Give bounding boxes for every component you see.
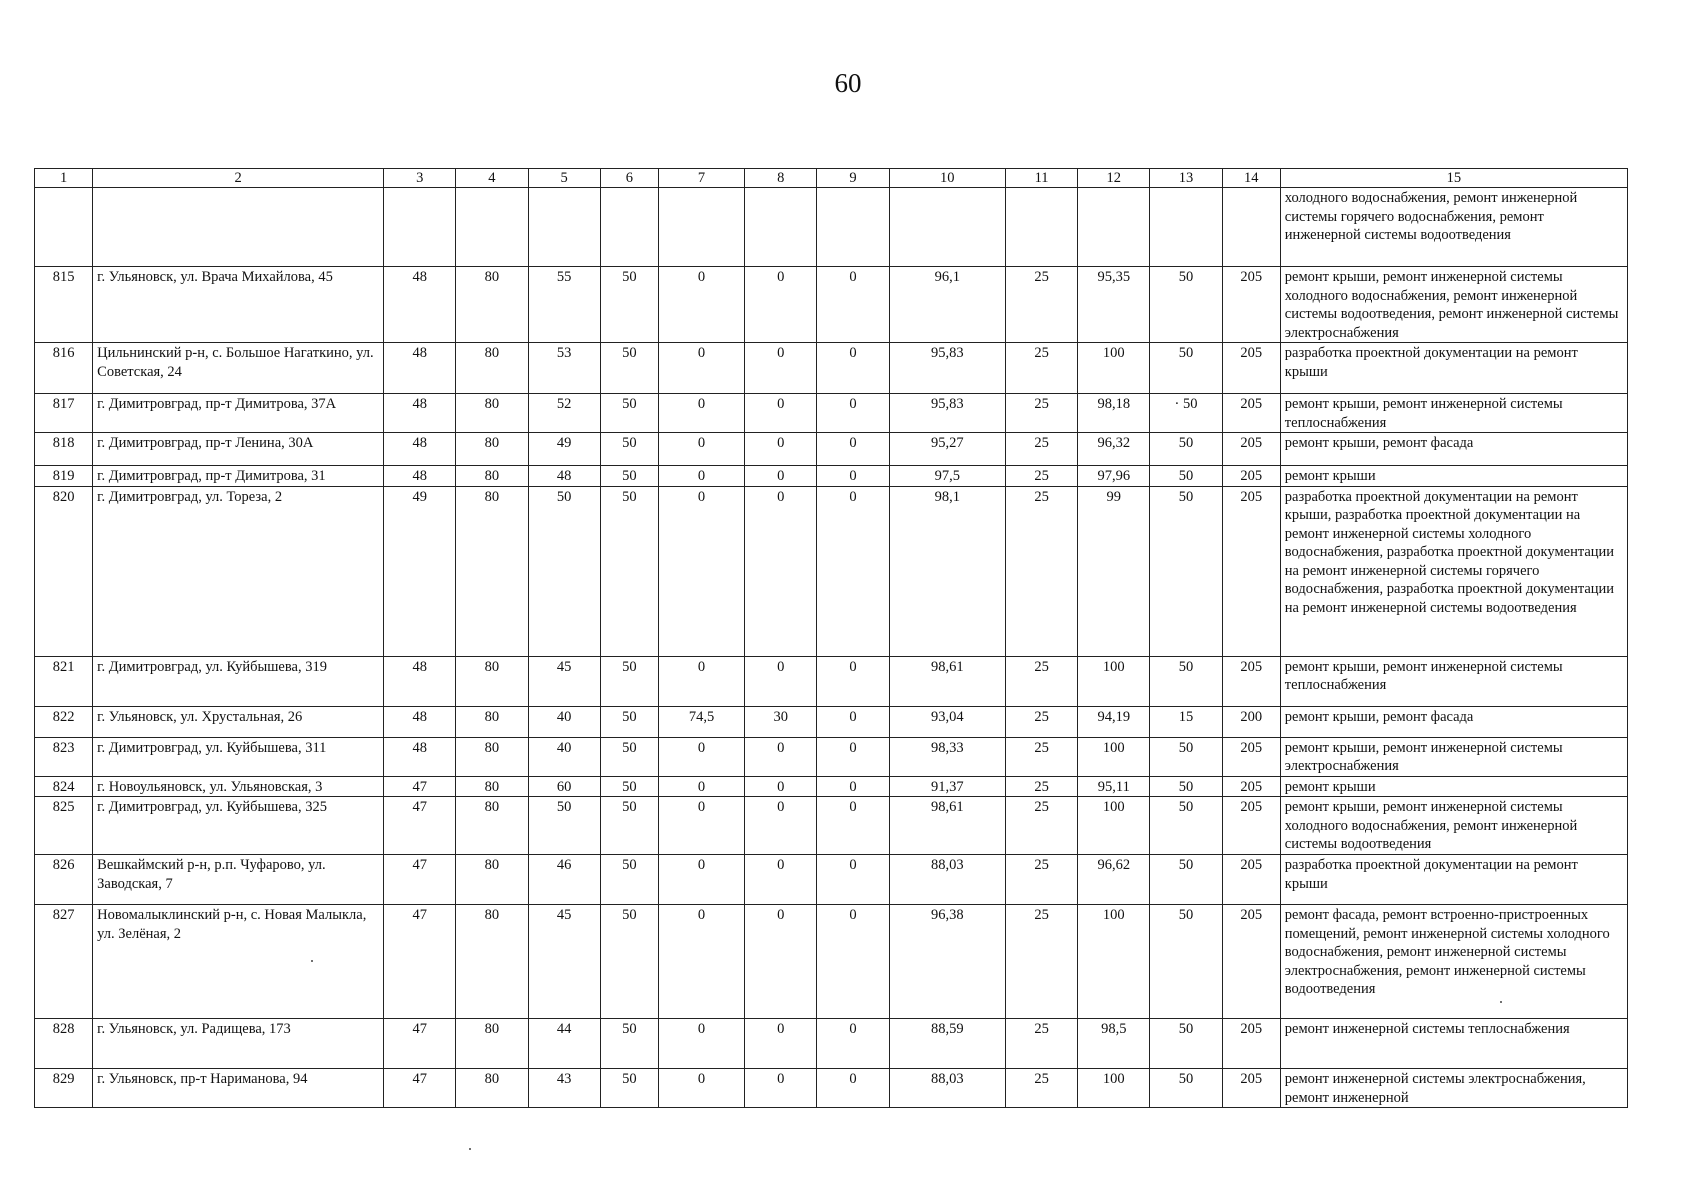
col-3-cell bbox=[384, 188, 456, 267]
row-number-cell: 825 bbox=[35, 797, 93, 855]
col-12-cell: 94,19 bbox=[1078, 706, 1150, 737]
col-8-cell: 0 bbox=[745, 1019, 817, 1069]
works-description-cell: ремонт крыши bbox=[1280, 776, 1627, 797]
works-description-cell: разработка проектной документации на ремонт крыши, разработка проектной документации на ремонт инженерной системы холодного водоснабжения, разработка проектной документации на ремонт инженерной системы горячего водоснабжения, разработка проектной документации на ремонт инженерной системы водоотведения bbox=[1280, 486, 1627, 656]
table-row bbox=[35, 267, 1628, 343]
scan-speck bbox=[469, 1148, 471, 1150]
col-4-cell bbox=[456, 188, 528, 267]
col-13-cell: 50 bbox=[1150, 267, 1222, 343]
col-12-cell: 96,32 bbox=[1078, 433, 1150, 466]
col-8-cell: 0 bbox=[745, 267, 817, 343]
col-4-cell: 80 bbox=[456, 776, 528, 797]
address-cell: г. Ульяновск, ул. Хрустальная, 26 bbox=[93, 706, 384, 737]
table-row bbox=[35, 433, 1628, 466]
row-number-cell bbox=[35, 188, 93, 267]
col-9-cell: 0 bbox=[817, 706, 889, 737]
col-13-cell: 50 bbox=[1150, 855, 1222, 905]
address-cell: г. Димитровград, пр-т Димитрова, 31 bbox=[93, 466, 384, 487]
col-10-cell: 98,33 bbox=[889, 737, 1005, 776]
works-description-cell: ремонт крыши, ремонт фасада bbox=[1280, 433, 1627, 466]
table-row bbox=[35, 188, 1628, 267]
works-description-cell: ремонт крыши, ремонт инженерной системы холодного водоснабжения, ремонт инженерной системы водоотведения, ремонт инженерной системы электроснабжения bbox=[1280, 267, 1627, 343]
column-number: 12 bbox=[1078, 169, 1150, 188]
row-number-cell: 820 bbox=[35, 486, 93, 656]
col-14-cell: 205 bbox=[1222, 776, 1280, 797]
row-number-cell: 815 bbox=[35, 267, 93, 343]
col-6-cell: 50 bbox=[600, 486, 658, 656]
col-8-cell: 0 bbox=[745, 656, 817, 706]
col-10-cell: 88,03 bbox=[889, 855, 1005, 905]
col-6-cell: 50 bbox=[600, 706, 658, 737]
column-number: 14 bbox=[1222, 169, 1280, 188]
col-9-cell: 0 bbox=[817, 486, 889, 656]
col-9-cell: 0 bbox=[817, 394, 889, 433]
works-description-cell: разработка проектной документации на ремонт крыши bbox=[1280, 343, 1627, 394]
table-row bbox=[35, 797, 1628, 855]
col-5-cell: 50 bbox=[528, 797, 600, 855]
col-14-cell: 205 bbox=[1222, 343, 1280, 394]
works-description-cell: разработка проектной документации на ремонт крыши bbox=[1280, 855, 1627, 905]
table-row bbox=[35, 1069, 1628, 1108]
col-8-cell: 0 bbox=[745, 797, 817, 855]
col-10-cell: 93,04 bbox=[889, 706, 1005, 737]
col-12-cell: 97,96 bbox=[1078, 466, 1150, 487]
table-row bbox=[35, 706, 1628, 737]
table-row bbox=[35, 905, 1628, 1019]
address-cell bbox=[93, 188, 384, 267]
col-4-cell: 80 bbox=[456, 466, 528, 487]
page-number: 60 bbox=[834, 68, 862, 98]
row-number-cell: 822 bbox=[35, 706, 93, 737]
col-13-cell: 50 bbox=[1150, 656, 1222, 706]
col-6-cell: 50 bbox=[600, 905, 658, 1019]
column-number-row bbox=[35, 169, 1628, 188]
col-10-cell: 96,1 bbox=[889, 267, 1005, 343]
row-number-cell: 827 bbox=[35, 905, 93, 1019]
col-3-cell: 47 bbox=[384, 1069, 456, 1108]
col-8-cell: 30 bbox=[745, 706, 817, 737]
col-14-cell: 205 bbox=[1222, 855, 1280, 905]
col-3-cell: 47 bbox=[384, 905, 456, 1019]
col-13-cell: 50 bbox=[1150, 343, 1222, 394]
col-11-cell: 25 bbox=[1005, 905, 1077, 1019]
col-5-cell: 46 bbox=[528, 855, 600, 905]
col-6-cell: 50 bbox=[600, 797, 658, 855]
col-11-cell: 25 bbox=[1005, 1019, 1077, 1069]
col-13-cell: 50 bbox=[1150, 737, 1222, 776]
col-14-cell: 205 bbox=[1222, 737, 1280, 776]
col-9-cell bbox=[817, 188, 889, 267]
row-number-cell: 828 bbox=[35, 1019, 93, 1069]
col-3-cell: 48 bbox=[384, 466, 456, 487]
column-number: 2 bbox=[93, 169, 384, 188]
col-12-cell: 100 bbox=[1078, 656, 1150, 706]
col-12-cell bbox=[1078, 188, 1150, 267]
column-number: 7 bbox=[658, 169, 744, 188]
row-number-cell: 817 bbox=[35, 394, 93, 433]
col-6-cell: 50 bbox=[600, 1019, 658, 1069]
col-10-cell: 88,03 bbox=[889, 1069, 1005, 1108]
col-11-cell: 25 bbox=[1005, 706, 1077, 737]
table-row bbox=[35, 343, 1628, 394]
col-5-cell: 45 bbox=[528, 656, 600, 706]
col-11-cell: 25 bbox=[1005, 343, 1077, 394]
col-7-cell: 0 bbox=[658, 486, 744, 656]
col-5-cell: 40 bbox=[528, 737, 600, 776]
col-7-cell: 0 bbox=[658, 855, 744, 905]
column-number: 8 bbox=[745, 169, 817, 188]
col-7-cell: 0 bbox=[658, 737, 744, 776]
col-12-cell: 95,11 bbox=[1078, 776, 1150, 797]
col-13-cell: 50 bbox=[1150, 905, 1222, 1019]
col-7-cell: 0 bbox=[658, 797, 744, 855]
col-10-cell: 98,61 bbox=[889, 656, 1005, 706]
col-14-cell: 205 bbox=[1222, 797, 1280, 855]
col-14-cell: 205 bbox=[1222, 486, 1280, 656]
works-description-cell: ремонт инженерной системы электроснабжения, ремонт инженерной bbox=[1280, 1069, 1627, 1108]
column-number: 9 bbox=[817, 169, 889, 188]
col-4-cell: 80 bbox=[456, 394, 528, 433]
works-description-cell: холодного водоснабжения, ремонт инженерной системы горячего водоснабжения, ремонт инженерной системы водоотведения bbox=[1280, 188, 1627, 267]
col-11-cell: 25 bbox=[1005, 486, 1077, 656]
col-12-cell: 100 bbox=[1078, 905, 1150, 1019]
col-8-cell: 0 bbox=[745, 343, 817, 394]
col-13-cell: 50 bbox=[1150, 1069, 1222, 1108]
address-cell: г. Ульяновск, ул. Врача Михайлова, 45 bbox=[93, 267, 384, 343]
col-10-cell: 98,1 bbox=[889, 486, 1005, 656]
col-3-cell: 49 bbox=[384, 486, 456, 656]
column-number: 1 bbox=[35, 169, 93, 188]
address-cell: г. Ульяновск, ул. Радищева, 173 bbox=[93, 1019, 384, 1069]
col-4-cell: 80 bbox=[456, 797, 528, 855]
register-body bbox=[35, 188, 1628, 1108]
col-11-cell: 25 bbox=[1005, 737, 1077, 776]
col-11-cell: 25 bbox=[1005, 855, 1077, 905]
col-12-cell: 100 bbox=[1078, 797, 1150, 855]
col-11-cell: 25 bbox=[1005, 433, 1077, 466]
col-8-cell: 0 bbox=[745, 776, 817, 797]
row-number-cell: 816 bbox=[35, 343, 93, 394]
col-13-cell: 15 bbox=[1150, 706, 1222, 737]
col-8-cell bbox=[745, 188, 817, 267]
column-number: 3 bbox=[384, 169, 456, 188]
col-10-cell: 95,83 bbox=[889, 394, 1005, 433]
works-description-cell: ремонт крыши, ремонт инженерной системы теплоснабжения bbox=[1280, 394, 1627, 433]
col-7-cell: 0 bbox=[658, 343, 744, 394]
col-12-cell: 99 bbox=[1078, 486, 1150, 656]
column-number: 15 bbox=[1280, 169, 1627, 188]
address-cell: Вешкаймский р-н, р.п. Чуфарово, ул. Заводская, 7 bbox=[93, 855, 384, 905]
column-number: 4 bbox=[456, 169, 528, 188]
col-6-cell bbox=[600, 188, 658, 267]
col-3-cell: 48 bbox=[384, 656, 456, 706]
table-row bbox=[35, 737, 1628, 776]
col-14-cell: 205 bbox=[1222, 905, 1280, 1019]
col-9-cell: 0 bbox=[817, 433, 889, 466]
address-cell: г. Димитровград, ул. Куйбышева, 325 bbox=[93, 797, 384, 855]
col-7-cell: 0 bbox=[658, 433, 744, 466]
table-row bbox=[35, 486, 1628, 656]
address-cell: Новомалыклинский р-н, с. Новая Малыкла, ул. Зелёная, 2 bbox=[93, 905, 384, 1019]
col-8-cell: 0 bbox=[745, 905, 817, 1019]
col-6-cell: 50 bbox=[600, 1069, 658, 1108]
col-5-cell: 49 bbox=[528, 433, 600, 466]
col-10-cell: 95,27 bbox=[889, 433, 1005, 466]
col-9-cell: 0 bbox=[817, 855, 889, 905]
col-11-cell: 25 bbox=[1005, 776, 1077, 797]
works-description-cell: ремонт крыши, ремонт инженерной системы холодного водоснабжения, ремонт инженерной системы водоотведения bbox=[1280, 797, 1627, 855]
address-cell: г. Димитровград, ул. Тореза, 2 bbox=[93, 486, 384, 656]
table-row bbox=[35, 466, 1628, 487]
address-cell: г. Димитровград, ул. Куйбышева, 311 bbox=[93, 737, 384, 776]
scan-speck bbox=[1500, 1001, 1502, 1003]
works-description-cell: ремонт крыши, ремонт фасада bbox=[1280, 706, 1627, 737]
col-11-cell: 25 bbox=[1005, 797, 1077, 855]
col-3-cell: 47 bbox=[384, 855, 456, 905]
col-4-cell: 80 bbox=[456, 433, 528, 466]
col-12-cell: 100 bbox=[1078, 343, 1150, 394]
col-9-cell: 0 bbox=[817, 466, 889, 487]
col-4-cell: 80 bbox=[456, 343, 528, 394]
col-7-cell: 0 bbox=[658, 466, 744, 487]
col-13-cell: 50 bbox=[1150, 797, 1222, 855]
table-row bbox=[35, 855, 1628, 905]
address-cell: г. Новоульяновск, ул. Ульяновская, 3 bbox=[93, 776, 384, 797]
row-number-cell: 824 bbox=[35, 776, 93, 797]
col-11-cell: 25 bbox=[1005, 267, 1077, 343]
col-12-cell: 98,5 bbox=[1078, 1019, 1150, 1069]
column-number: 5 bbox=[528, 169, 600, 188]
col-13-cell: 50 bbox=[1150, 466, 1222, 487]
row-number-cell: 821 bbox=[35, 656, 93, 706]
col-13-cell: 50 bbox=[1150, 433, 1222, 466]
col-10-cell: 98,61 bbox=[889, 797, 1005, 855]
col-6-cell: 50 bbox=[600, 737, 658, 776]
col-4-cell: 80 bbox=[456, 1019, 528, 1069]
col-12-cell: 100 bbox=[1078, 737, 1150, 776]
column-number: 10 bbox=[889, 169, 1005, 188]
col-3-cell: 48 bbox=[384, 706, 456, 737]
works-description-cell: ремонт крыши, ремонт инженерной системы электроснабжения bbox=[1280, 737, 1627, 776]
col-11-cell: 25 bbox=[1005, 656, 1077, 706]
col-9-cell: 0 bbox=[817, 1069, 889, 1108]
col-11-cell: 25 bbox=[1005, 1069, 1077, 1108]
col-12-cell: 100 bbox=[1078, 1069, 1150, 1108]
col-4-cell: 80 bbox=[456, 1069, 528, 1108]
table-row bbox=[35, 656, 1628, 706]
col-7-cell: 0 bbox=[658, 1019, 744, 1069]
col-13-cell: 50 bbox=[1150, 486, 1222, 656]
col-5-cell: 48 bbox=[528, 466, 600, 487]
col-9-cell: 0 bbox=[817, 1019, 889, 1069]
col-14-cell: 205 bbox=[1222, 466, 1280, 487]
col-9-cell: 0 bbox=[817, 797, 889, 855]
col-14-cell: 205 bbox=[1222, 267, 1280, 343]
col-11-cell bbox=[1005, 188, 1077, 267]
works-description-cell: ремонт крыши bbox=[1280, 466, 1627, 487]
col-5-cell: 45 bbox=[528, 905, 600, 1019]
col-3-cell: 48 bbox=[384, 433, 456, 466]
col-4-cell: 80 bbox=[456, 737, 528, 776]
works-description-cell: ремонт инженерной системы теплоснабжения bbox=[1280, 1019, 1627, 1069]
col-14-cell: 205 bbox=[1222, 394, 1280, 433]
col-3-cell: 47 bbox=[384, 1019, 456, 1069]
col-10-cell: 91,37 bbox=[889, 776, 1005, 797]
col-14-cell: 200 bbox=[1222, 706, 1280, 737]
col-4-cell: 80 bbox=[456, 855, 528, 905]
column-number: 13 bbox=[1150, 169, 1222, 188]
col-13-cell: 50 bbox=[1150, 776, 1222, 797]
col-11-cell: 25 bbox=[1005, 466, 1077, 487]
scan-speck bbox=[311, 960, 313, 962]
col-8-cell: 0 bbox=[745, 486, 817, 656]
col-6-cell: 50 bbox=[600, 776, 658, 797]
col-5-cell: 52 bbox=[528, 394, 600, 433]
address-cell: Цильнинский р-н, с. Большое Нагаткино, ул. Советская, 24 bbox=[93, 343, 384, 394]
col-3-cell: 48 bbox=[384, 394, 456, 433]
col-8-cell: 0 bbox=[745, 433, 817, 466]
col-6-cell: 50 bbox=[600, 394, 658, 433]
col-13-cell: 50 bbox=[1150, 1019, 1222, 1069]
col-5-cell: 55 bbox=[528, 267, 600, 343]
col-5-cell: 43 bbox=[528, 1069, 600, 1108]
register-table bbox=[34, 168, 1628, 1108]
col-6-cell: 50 bbox=[600, 466, 658, 487]
col-4-cell: 80 bbox=[456, 267, 528, 343]
col-7-cell: 0 bbox=[658, 1069, 744, 1108]
row-number-cell: 819 bbox=[35, 466, 93, 487]
col-7-cell: 0 bbox=[658, 905, 744, 1019]
col-11-cell: 25 bbox=[1005, 394, 1077, 433]
col-8-cell: 0 bbox=[745, 855, 817, 905]
row-number-cell: 823 bbox=[35, 737, 93, 776]
col-9-cell: 0 bbox=[817, 905, 889, 1019]
col-5-cell: 40 bbox=[528, 706, 600, 737]
col-7-cell: 0 bbox=[658, 394, 744, 433]
col-9-cell: 0 bbox=[817, 737, 889, 776]
col-9-cell: 0 bbox=[817, 267, 889, 343]
col-14-cell: 205 bbox=[1222, 433, 1280, 466]
col-9-cell: 0 bbox=[817, 656, 889, 706]
col-10-cell: 88,59 bbox=[889, 1019, 1005, 1069]
col-12-cell: 95,35 bbox=[1078, 267, 1150, 343]
col-4-cell: 80 bbox=[456, 656, 528, 706]
column-number: 6 bbox=[600, 169, 658, 188]
col-8-cell: 0 bbox=[745, 394, 817, 433]
address-cell: г. Димитровград, ул. Куйбышева, 319 bbox=[93, 656, 384, 706]
col-3-cell: 47 bbox=[384, 776, 456, 797]
address-cell: г. Димитровград, пр-т Ленина, 30А bbox=[93, 433, 384, 466]
col-9-cell: 0 bbox=[817, 343, 889, 394]
col-9-cell: 0 bbox=[817, 776, 889, 797]
col-7-cell: 0 bbox=[658, 776, 744, 797]
col-6-cell: 50 bbox=[600, 855, 658, 905]
col-8-cell: 0 bbox=[745, 466, 817, 487]
col-7-cell bbox=[658, 188, 744, 267]
col-4-cell: 80 bbox=[456, 486, 528, 656]
col-6-cell: 50 bbox=[600, 433, 658, 466]
col-5-cell: 50 bbox=[528, 486, 600, 656]
col-14-cell bbox=[1222, 188, 1280, 267]
row-number-cell: 818 bbox=[35, 433, 93, 466]
col-8-cell: 0 bbox=[745, 1069, 817, 1108]
col-12-cell: 98,18 bbox=[1078, 394, 1150, 433]
col-5-cell: 60 bbox=[528, 776, 600, 797]
address-cell: г. Димитровград, пр-т Димитрова, 37А bbox=[93, 394, 384, 433]
col-3-cell: 48 bbox=[384, 267, 456, 343]
col-12-cell: 96,62 bbox=[1078, 855, 1150, 905]
col-13-cell: · 50 bbox=[1150, 394, 1222, 433]
table-row bbox=[35, 776, 1628, 797]
address-cell: г. Ульяновск, пр-т Нариманова, 94 bbox=[93, 1069, 384, 1108]
col-8-cell: 0 bbox=[745, 737, 817, 776]
works-description-cell: ремонт фасада, ремонт встроенно-пристроенных помещений, ремонт инженерной системы холодного водоснабжения, ремонт инженерной системы электроснабжения, ремонт инженерной системы водоотведения bbox=[1280, 905, 1627, 1019]
col-5-cell bbox=[528, 188, 600, 267]
col-6-cell: 50 bbox=[600, 343, 658, 394]
col-4-cell: 80 bbox=[456, 905, 528, 1019]
col-6-cell: 50 bbox=[600, 656, 658, 706]
col-6-cell: 50 bbox=[600, 267, 658, 343]
col-4-cell: 80 bbox=[456, 706, 528, 737]
col-5-cell: 53 bbox=[528, 343, 600, 394]
column-number: 11 bbox=[1005, 169, 1077, 188]
table-row bbox=[35, 1019, 1628, 1069]
col-7-cell: 74,5 bbox=[658, 706, 744, 737]
col-13-cell bbox=[1150, 188, 1222, 267]
col-3-cell: 48 bbox=[384, 737, 456, 776]
col-14-cell: 205 bbox=[1222, 1069, 1280, 1108]
col-7-cell: 0 bbox=[658, 267, 744, 343]
row-number-cell: 829 bbox=[35, 1069, 93, 1108]
row-number-cell: 826 bbox=[35, 855, 93, 905]
col-3-cell: 48 bbox=[384, 343, 456, 394]
col-10-cell: 95,83 bbox=[889, 343, 1005, 394]
col-14-cell: 205 bbox=[1222, 1019, 1280, 1069]
col-7-cell: 0 bbox=[658, 656, 744, 706]
col-14-cell: 205 bbox=[1222, 656, 1280, 706]
col-3-cell: 47 bbox=[384, 797, 456, 855]
col-10-cell: 97,5 bbox=[889, 466, 1005, 487]
col-5-cell: 44 bbox=[528, 1019, 600, 1069]
col-10-cell bbox=[889, 188, 1005, 267]
table-row bbox=[35, 394, 1628, 433]
works-description-cell: ремонт крыши, ремонт инженерной системы теплоснабжения bbox=[1280, 656, 1627, 706]
col-10-cell: 96,38 bbox=[889, 905, 1005, 1019]
